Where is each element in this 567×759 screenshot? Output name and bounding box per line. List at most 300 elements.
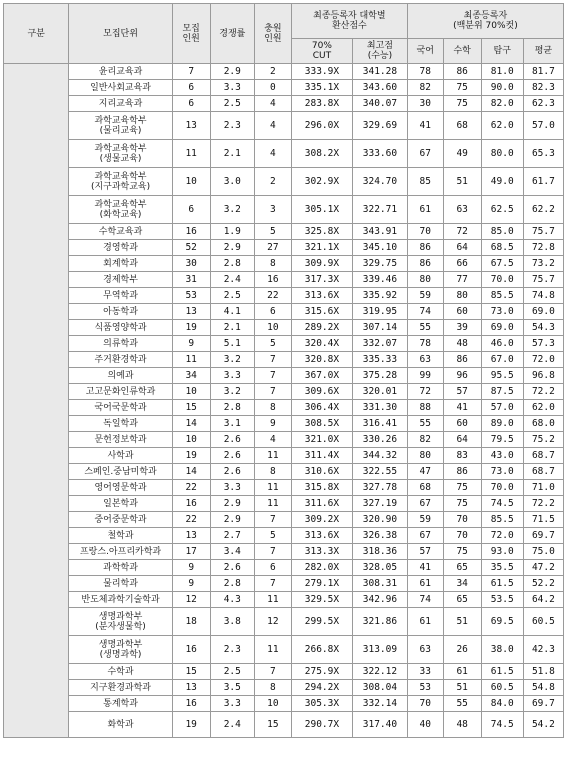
- table-row: [4, 336, 564, 352]
- quota-cell: 9: [172, 336, 210, 352]
- korean-cell: 30: [407, 96, 443, 112]
- competition-cell: 2.1: [210, 140, 254, 168]
- quota-cell: 16: [172, 224, 210, 240]
- cut70-cell: 321.1X: [291, 240, 352, 256]
- unit-cell: 중어중문학과: [69, 512, 172, 528]
- lowest-score-cell: 341.28: [353, 64, 408, 80]
- average-cell: 68.7: [523, 464, 563, 480]
- math-cell: 65: [443, 592, 481, 608]
- math-cell: 65: [443, 560, 481, 576]
- math-cell: 61: [443, 664, 481, 680]
- cut70-cell: 283.8X: [291, 96, 352, 112]
- quota-cell: 14: [172, 416, 210, 432]
- inquiry-cell: 74.5: [481, 496, 523, 512]
- korean-cell: 53: [407, 680, 443, 696]
- lowest-score-cell: 340.07: [353, 96, 408, 112]
- quota-cell: 6: [172, 96, 210, 112]
- inquiry-cell: 68.5: [481, 240, 523, 256]
- table-row: [4, 320, 564, 336]
- table-row: [4, 288, 564, 304]
- inquiry-cell: 89.0: [481, 416, 523, 432]
- korean-cell: 63: [407, 352, 443, 368]
- lowest-score-cell: 335.33: [353, 352, 408, 368]
- extra-cell: 11: [254, 480, 291, 496]
- extra-cell: 7: [254, 544, 291, 560]
- unit-cell: 의류학과: [69, 336, 172, 352]
- inquiry-cell: 35.5: [481, 560, 523, 576]
- korean-cell: 67: [407, 496, 443, 512]
- header-competition-label: 경쟁률: [219, 28, 246, 39]
- lowest-score-cell: 313.09: [353, 636, 408, 664]
- korean-cell: 72: [407, 384, 443, 400]
- inquiry-cell: 85.5: [481, 512, 523, 528]
- inquiry-cell: 85.5: [481, 288, 523, 304]
- quota-cell: 14: [172, 464, 210, 480]
- korean-cell: 78: [407, 64, 443, 80]
- math-cell: 48: [443, 336, 481, 352]
- lowest-score-cell: 327.19: [353, 496, 408, 512]
- cut70-cell: 294.2X: [291, 680, 352, 696]
- table-row: [4, 680, 564, 696]
- competition-cell: 3.1: [210, 416, 254, 432]
- average-cell: 61.7: [523, 168, 563, 196]
- average-cell: 42.3: [523, 636, 563, 664]
- cut70-cell: 305.3X: [291, 696, 352, 712]
- admissions-table-container: [3, 3, 564, 738]
- table-row: [4, 636, 564, 664]
- competition-cell: 2.8: [210, 400, 254, 416]
- competition-cell: 2.8: [210, 256, 254, 272]
- table-row: [4, 96, 564, 112]
- inquiry-cell: 69.0: [481, 320, 523, 336]
- lowest-score-cell: 332.07: [353, 336, 408, 352]
- unit-cell: 수학교육과: [69, 224, 172, 240]
- extra-cell: 4: [254, 140, 291, 168]
- table-row: [4, 196, 564, 224]
- korean-cell: 78: [407, 336, 443, 352]
- cut70-cell: 320.8X: [291, 352, 352, 368]
- quota-cell: 13: [172, 680, 210, 696]
- extra-cell: 10: [254, 696, 291, 712]
- cut70-cell: 299.5X: [291, 608, 352, 636]
- inquiry-cell: 81.0: [481, 64, 523, 80]
- competition-cell: 2.8: [210, 576, 254, 592]
- extra-cell: 8: [254, 680, 291, 696]
- average-cell: 72.2: [523, 496, 563, 512]
- unit-cell: 통계학과: [69, 696, 172, 712]
- cut70-cell: 335.1X: [291, 80, 352, 96]
- lowest-score-cell: 308.31: [353, 576, 408, 592]
- table-row: [4, 496, 564, 512]
- math-cell: 51: [443, 680, 481, 696]
- math-cell: 51: [443, 608, 481, 636]
- header-category: [4, 4, 69, 64]
- average-cell: 64.2: [523, 592, 563, 608]
- math-cell: 75: [443, 80, 481, 96]
- header-quota-label: 모집 인원: [182, 23, 200, 44]
- table-row: [4, 480, 564, 496]
- header-final-score-group: [291, 4, 407, 39]
- competition-cell: 2.9: [210, 240, 254, 256]
- extra-cell: 11: [254, 592, 291, 608]
- competition-cell: 2.5: [210, 664, 254, 680]
- cut70-cell: 315.6X: [291, 304, 352, 320]
- math-cell: 51: [443, 168, 481, 196]
- math-cell: 34: [443, 576, 481, 592]
- korean-cell: 67: [407, 140, 443, 168]
- inquiry-cell: 93.0: [481, 544, 523, 560]
- unit-cell: 고고문화인류학과: [69, 384, 172, 400]
- average-cell: 72.8: [523, 240, 563, 256]
- extra-cell: 7: [254, 352, 291, 368]
- unit-cell: 과학교육학부 (물리교육): [69, 112, 172, 140]
- inquiry-cell: 82.0: [481, 96, 523, 112]
- competition-cell: 4.3: [210, 592, 254, 608]
- unit-cell: 과학교육학부 (화학교육): [69, 196, 172, 224]
- math-cell: 60: [443, 304, 481, 320]
- lowest-score-cell: 322.71: [353, 196, 408, 224]
- average-cell: 57.0: [523, 112, 563, 140]
- header-extra: [254, 4, 291, 64]
- unit-cell: 지구환경과학과: [69, 680, 172, 696]
- average-cell: 69.0: [523, 304, 563, 320]
- math-cell: 75: [443, 496, 481, 512]
- header-math: [443, 39, 481, 64]
- korean-cell: 70: [407, 696, 443, 712]
- header-lowest-label: 최고점 (수능): [366, 41, 393, 61]
- extra-cell: 15: [254, 712, 291, 738]
- lowest-score-cell: 343.91: [353, 224, 408, 240]
- math-cell: 83: [443, 448, 481, 464]
- math-cell: 26: [443, 636, 481, 664]
- inquiry-cell: 72.0: [481, 528, 523, 544]
- table-row: [4, 416, 564, 432]
- quota-cell: 19: [172, 320, 210, 336]
- table-row: [4, 272, 564, 288]
- inquiry-cell: 49.0: [481, 168, 523, 196]
- extra-cell: 5: [254, 224, 291, 240]
- cut70-cell: 275.9X: [291, 664, 352, 680]
- average-cell: 74.8: [523, 288, 563, 304]
- cut70-cell: 313.6X: [291, 288, 352, 304]
- extra-cell: 7: [254, 512, 291, 528]
- quota-cell: 11: [172, 352, 210, 368]
- average-cell: 47.2: [523, 560, 563, 576]
- average-cell: 81.7: [523, 64, 563, 80]
- quota-cell: 12: [172, 592, 210, 608]
- cut70-cell: 311.4X: [291, 448, 352, 464]
- competition-cell: 2.1: [210, 320, 254, 336]
- lowest-score-cell: 324.70: [353, 168, 408, 196]
- quota-cell: 31: [172, 272, 210, 288]
- competition-cell: 2.9: [210, 512, 254, 528]
- header-inquiry-label: 탐구: [493, 46, 511, 56]
- korean-cell: 33: [407, 664, 443, 680]
- lowest-score-cell: 326.38: [353, 528, 408, 544]
- lowest-score-cell: 339.46: [353, 272, 408, 288]
- header-korean: [407, 39, 443, 64]
- lowest-score-cell: 321.86: [353, 608, 408, 636]
- extra-cell: 22: [254, 288, 291, 304]
- inquiry-cell: 85.0: [481, 224, 523, 240]
- unit-cell: 지리교육과: [69, 96, 172, 112]
- math-cell: 41: [443, 400, 481, 416]
- average-cell: 52.2: [523, 576, 563, 592]
- competition-cell: 2.4: [210, 712, 254, 738]
- lowest-score-cell: 333.60: [353, 140, 408, 168]
- average-cell: 71.0: [523, 480, 563, 496]
- lowest-score-cell: 317.40: [353, 712, 408, 738]
- competition-cell: 2.6: [210, 560, 254, 576]
- cut70-cell: 313.3X: [291, 544, 352, 560]
- extra-cell: 10: [254, 320, 291, 336]
- korean-cell: 80: [407, 272, 443, 288]
- korean-cell: 59: [407, 512, 443, 528]
- table-row: [4, 400, 564, 416]
- cut70-cell: 325.8X: [291, 224, 352, 240]
- table-row: [4, 712, 564, 738]
- extra-cell: 7: [254, 664, 291, 680]
- quota-cell: 13: [172, 528, 210, 544]
- unit-cell: 과학교육학부 (지구과학교육): [69, 168, 172, 196]
- competition-cell: 2.6: [210, 448, 254, 464]
- inquiry-cell: 70.0: [481, 272, 523, 288]
- lowest-score-cell: 335.92: [353, 288, 408, 304]
- korean-cell: 55: [407, 416, 443, 432]
- extra-cell: 4: [254, 432, 291, 448]
- quota-cell: 15: [172, 664, 210, 680]
- cut70-cell: 329.5X: [291, 592, 352, 608]
- unit-cell: 윤리교육과: [69, 64, 172, 80]
- unit-cell: 식품영양학과: [69, 320, 172, 336]
- math-cell: 72: [443, 224, 481, 240]
- table-row: [4, 168, 564, 196]
- cut70-cell: 313.6X: [291, 528, 352, 544]
- average-cell: 96.8: [523, 368, 563, 384]
- korean-cell: 86: [407, 240, 443, 256]
- category-cell: [4, 64, 69, 738]
- korean-cell: 82: [407, 80, 443, 96]
- cut70-cell: 315.8X: [291, 480, 352, 496]
- korean-cell: 61: [407, 576, 443, 592]
- quota-cell: 13: [172, 112, 210, 140]
- lowest-score-cell: 320.90: [353, 512, 408, 528]
- table-row: [4, 140, 564, 168]
- inquiry-cell: 57.0: [481, 400, 523, 416]
- average-cell: 72.0: [523, 352, 563, 368]
- table-row: [4, 608, 564, 636]
- math-cell: 86: [443, 464, 481, 480]
- table-header: [4, 4, 564, 64]
- average-cell: 69.7: [523, 528, 563, 544]
- quota-cell: 52: [172, 240, 210, 256]
- competition-cell: 2.5: [210, 288, 254, 304]
- admissions-table: [3, 3, 564, 738]
- inquiry-cell: 73.0: [481, 464, 523, 480]
- cut70-cell: 266.8X: [291, 636, 352, 664]
- korean-cell: 59: [407, 288, 443, 304]
- lowest-score-cell: 307.14: [353, 320, 408, 336]
- korean-cell: 61: [407, 608, 443, 636]
- lowest-score-cell: 327.78: [353, 480, 408, 496]
- competition-cell: 3.5: [210, 680, 254, 696]
- cut70-cell: 308.5X: [291, 416, 352, 432]
- inquiry-cell: 43.0: [481, 448, 523, 464]
- table-row: [4, 384, 564, 400]
- inquiry-cell: 38.0: [481, 636, 523, 664]
- lowest-score-cell: 319.95: [353, 304, 408, 320]
- competition-cell: 4.1: [210, 304, 254, 320]
- extra-cell: 7: [254, 368, 291, 384]
- extra-cell: 4: [254, 96, 291, 112]
- table-row: [4, 240, 564, 256]
- cut70-cell: 309.9X: [291, 256, 352, 272]
- extra-cell: 7: [254, 384, 291, 400]
- korean-cell: 99: [407, 368, 443, 384]
- table-row: [4, 664, 564, 680]
- lowest-score-cell: 345.10: [353, 240, 408, 256]
- average-cell: 62.0: [523, 400, 563, 416]
- cut70-cell: 282.0X: [291, 560, 352, 576]
- extra-cell: 6: [254, 304, 291, 320]
- lowest-score-cell: 322.12: [353, 664, 408, 680]
- header-cut70: [291, 39, 352, 64]
- cut70-cell: 311.6X: [291, 496, 352, 512]
- table-row: [4, 64, 564, 80]
- math-cell: 75: [443, 544, 481, 560]
- unit-cell: 프랑스.아프리카학과: [69, 544, 172, 560]
- math-cell: 48: [443, 712, 481, 738]
- unit-cell: 생명과학부 (분자생물학): [69, 608, 172, 636]
- competition-cell: 2.9: [210, 64, 254, 80]
- table-row: [4, 352, 564, 368]
- header-extra-label: 충원 인원: [264, 23, 282, 44]
- inquiry-cell: 67.0: [481, 352, 523, 368]
- cut70-cell: 333.9X: [291, 64, 352, 80]
- extra-cell: 6: [254, 560, 291, 576]
- table-row: [4, 448, 564, 464]
- quota-cell: 7: [172, 64, 210, 80]
- lowest-score-cell: 318.36: [353, 544, 408, 560]
- lowest-score-cell: 308.04: [353, 680, 408, 696]
- table-row: [4, 576, 564, 592]
- math-cell: 55: [443, 696, 481, 712]
- competition-cell: 2.5: [210, 96, 254, 112]
- extra-cell: 11: [254, 496, 291, 512]
- extra-cell: 4: [254, 112, 291, 140]
- header-unit-label: 모집단위: [103, 28, 138, 39]
- unit-cell: 경영학과: [69, 240, 172, 256]
- math-cell: 64: [443, 240, 481, 256]
- header-cut70-label: 70% CUT: [311, 41, 332, 61]
- table-row: [4, 592, 564, 608]
- competition-cell: 2.4: [210, 272, 254, 288]
- quota-cell: 30: [172, 256, 210, 272]
- average-cell: 75.7: [523, 272, 563, 288]
- unit-cell: 사학과: [69, 448, 172, 464]
- korean-cell: 47: [407, 464, 443, 480]
- korean-cell: 82: [407, 432, 443, 448]
- competition-cell: 3.3: [210, 80, 254, 96]
- inquiry-cell: 53.5: [481, 592, 523, 608]
- competition-cell: 3.3: [210, 480, 254, 496]
- average-cell: 60.5: [523, 608, 563, 636]
- competition-cell: 3.2: [210, 352, 254, 368]
- quota-cell: 10: [172, 384, 210, 400]
- quota-cell: 16: [172, 496, 210, 512]
- table-row: [4, 512, 564, 528]
- quota-cell: 10: [172, 168, 210, 196]
- unit-cell: 일반사회교육과: [69, 80, 172, 96]
- extra-cell: 11: [254, 448, 291, 464]
- table-row: [4, 224, 564, 240]
- quota-cell: 22: [172, 512, 210, 528]
- header-category-label: 구분: [27, 28, 45, 39]
- average-cell: 72.2: [523, 384, 563, 400]
- table-row: [4, 304, 564, 320]
- korean-cell: 41: [407, 560, 443, 576]
- cut70-cell: 308.2X: [291, 140, 352, 168]
- math-cell: 39: [443, 320, 481, 336]
- extra-cell: 2: [254, 168, 291, 196]
- extra-cell: 8: [254, 256, 291, 272]
- table-row: [4, 368, 564, 384]
- header-percentile-label: 최종등록자 (백분위 70%컷): [453, 11, 518, 31]
- unit-cell: 수학과: [69, 664, 172, 680]
- header-inquiry: [481, 39, 523, 64]
- table-row: [4, 560, 564, 576]
- extra-cell: 11: [254, 636, 291, 664]
- quota-cell: 53: [172, 288, 210, 304]
- lowest-score-cell: 329.69: [353, 112, 408, 140]
- quota-cell: 9: [172, 576, 210, 592]
- korean-cell: 74: [407, 592, 443, 608]
- average-cell: 68.7: [523, 448, 563, 464]
- table-row: [4, 528, 564, 544]
- inquiry-cell: 84.0: [481, 696, 523, 712]
- korean-cell: 40: [407, 712, 443, 738]
- extra-cell: 5: [254, 336, 291, 352]
- unit-cell: 경제학부: [69, 272, 172, 288]
- inquiry-cell: 62.5: [481, 196, 523, 224]
- extra-cell: 7: [254, 576, 291, 592]
- lowest-score-cell: 343.60: [353, 80, 408, 96]
- unit-cell: 화학과: [69, 712, 172, 738]
- lowest-score-cell: 375.28: [353, 368, 408, 384]
- cut70-cell: 367.0X: [291, 368, 352, 384]
- korean-cell: 70: [407, 224, 443, 240]
- table-row: [4, 464, 564, 480]
- unit-cell: 물리학과: [69, 576, 172, 592]
- average-cell: 54.2: [523, 712, 563, 738]
- header-korean-label: 국어: [416, 46, 434, 56]
- math-cell: 66: [443, 256, 481, 272]
- korean-cell: 68: [407, 480, 443, 496]
- unit-cell: 과학교육학부 (생물교육): [69, 140, 172, 168]
- cut70-cell: 309.2X: [291, 512, 352, 528]
- cut70-cell: 290.7X: [291, 712, 352, 738]
- cut70-cell: 279.1X: [291, 576, 352, 592]
- inquiry-cell: 80.0: [481, 140, 523, 168]
- competition-cell: 3.3: [210, 696, 254, 712]
- unit-cell: 회계학과: [69, 256, 172, 272]
- unit-cell: 일본학과: [69, 496, 172, 512]
- inquiry-cell: 60.5: [481, 680, 523, 696]
- average-cell: 75.2: [523, 432, 563, 448]
- cut70-cell: 321.0X: [291, 432, 352, 448]
- lowest-score-cell: 332.14: [353, 696, 408, 712]
- competition-cell: 2.6: [210, 464, 254, 480]
